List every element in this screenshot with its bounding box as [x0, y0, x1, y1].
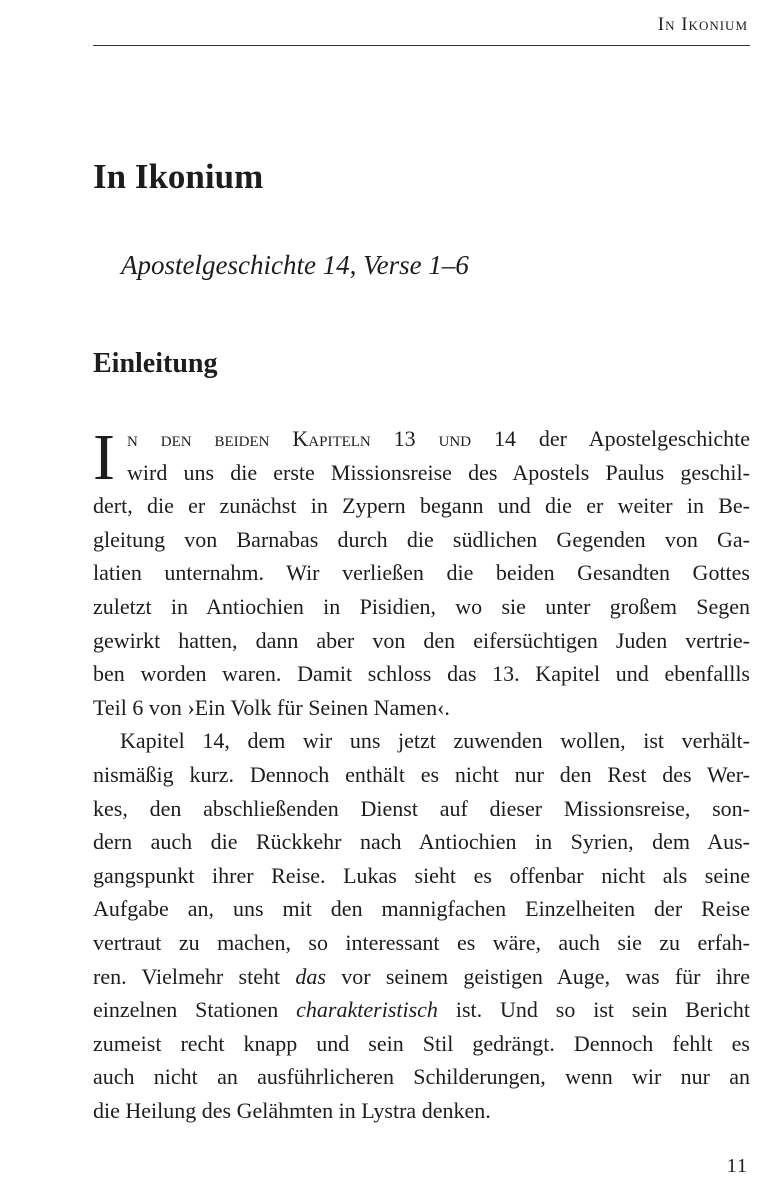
text-segment: gleitung von Barnabas durch die südlichen Gegenden von Ga-	[93, 526, 750, 552]
text-line	[93, 892, 750, 926]
text-line	[93, 624, 750, 658]
text-line	[93, 657, 750, 691]
text-line	[93, 691, 750, 725]
text-segment: zumeist recht knapp und sein Stil gedrängt. Dennoch fehlt es	[93, 1030, 750, 1056]
paragraph	[93, 724, 750, 1127]
text-line	[93, 825, 750, 859]
text-segment: die Heilung des Gelähmten in Lystra denken.	[93, 1097, 491, 1123]
text-line	[93, 758, 750, 792]
text-segment: der Apostelgeschichte	[516, 426, 750, 451]
text-line	[93, 792, 750, 826]
text-segment: gewirkt hatten, dann aber von den eifersüchtigen Juden vertrie-	[93, 627, 750, 653]
text-line	[93, 422, 750, 456]
body-text	[93, 422, 750, 1127]
small-caps-text: n den beiden Kapiteln 13 und 14	[127, 426, 516, 451]
emphasis-text: das	[295, 963, 326, 989]
text-segment: vor seinem geistigen Auge, was für ihre	[325, 963, 750, 989]
text-segment: nismäßig kurz. Dennoch enthält es nicht nur den Rest des Wer-	[93, 761, 750, 787]
chapter-subtitle: Apostelgeschichte 14, Verse 1–6	[121, 250, 469, 280]
text-line	[93, 960, 750, 994]
text-segment: kes, den abschließenden Dienst auf dieser Missionsreise, son-	[93, 795, 750, 821]
text-line	[93, 926, 750, 960]
header-rule	[93, 45, 750, 46]
text-line	[93, 724, 750, 758]
emphasis-text: charakteristisch	[296, 997, 438, 1023]
text-segment: zuletzt in Antiochien in Pisidien, wo sie unter großem Segen	[93, 593, 750, 619]
text-segment: vertraut zu machen, so interessant es wäre, auch sie zu erfah-	[93, 929, 750, 955]
text-segment: ist. Und so ist sein Bericht	[437, 997, 750, 1023]
text-line	[93, 993, 750, 1027]
paragraph	[93, 422, 750, 724]
text-line	[93, 1094, 750, 1128]
text-line	[93, 1060, 750, 1094]
text-segment: dert, die er zunächst in Zypern begann und die er weiter in Be-	[93, 493, 750, 519]
text-segment: Kapitel 14, dem wir uns jetzt zuwenden wollen, ist verhält-	[120, 728, 750, 754]
text-segment: gangspunkt ihrer Reise. Lukas sieht es offenbar nicht als seine	[93, 862, 750, 888]
text-segment: dern auch die Rückkehr nach Antiochien in Syrien, dem Aus-	[93, 829, 750, 855]
text-line	[93, 456, 750, 490]
section-heading: Einleitung	[93, 348, 218, 379]
text-line	[93, 523, 750, 557]
text-segment: Teil 6 von ›Ein Volk für Seinen Namen‹.	[93, 694, 450, 720]
text-segment: ren. Vielmehr steht	[93, 963, 296, 989]
text-segment: latien unternahm. Wir verließen die beiden Gesandten Gottes	[93, 560, 750, 586]
text-line	[93, 590, 750, 624]
text-line	[93, 556, 750, 590]
drop-cap: I	[93, 421, 115, 494]
text-segment: einzelnen Stationen	[93, 997, 297, 1023]
chapter-title: In Ikonium	[93, 157, 264, 196]
text-segment: ben worden waren. Damit schloss das 13. Kapitel und ebenfallls	[93, 661, 750, 687]
text-line	[93, 859, 750, 893]
page-number: 11	[726, 1155, 748, 1177]
text-segment: wird uns die erste Missionsreise des Apostels Paulus geschil-	[127, 459, 750, 485]
text-line	[93, 489, 750, 523]
running-header: In Ikonium	[657, 14, 748, 35]
text-segment: Aufgabe an, uns mit den mannigfachen Einzelheiten der Reise	[93, 896, 750, 922]
text-line	[93, 1027, 750, 1061]
text-segment: auch nicht an ausführlicheren Schilderungen, wenn wir nur an	[93, 1064, 750, 1090]
